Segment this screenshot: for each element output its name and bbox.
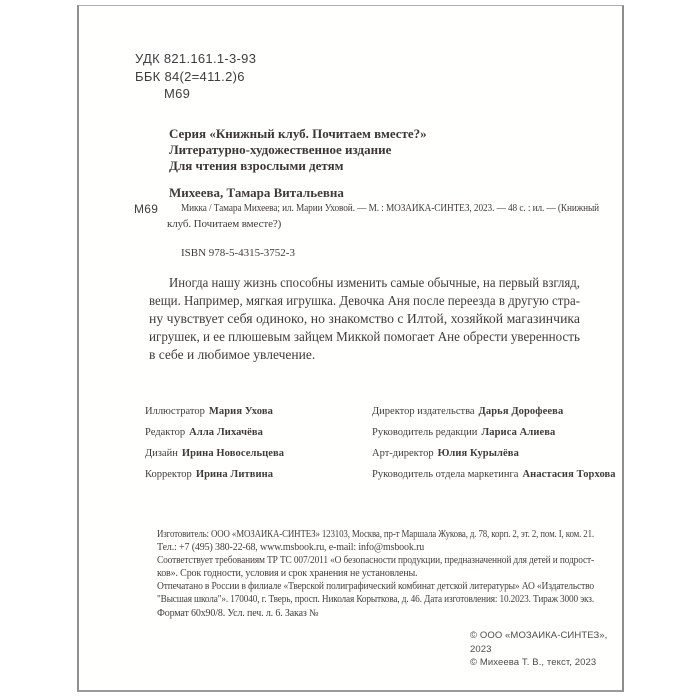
credit-label: Редактор bbox=[145, 427, 186, 438]
series-title: Серия «Книжный клуб. Почитаем вместе?» bbox=[169, 126, 427, 141]
credit-label: Корректор bbox=[145, 469, 192, 480]
credit-name: Мария Ухова bbox=[208, 406, 273, 417]
credit-row bbox=[372, 426, 616, 447]
credit-label: Директор издательства bbox=[372, 406, 475, 417]
imprint-line: Соответствует требованиям ТР ТС 007/2011 «О безопасности продукции, предназначенной для детей и подрост- bbox=[157, 555, 594, 567]
credit-row bbox=[372, 468, 616, 489]
credit-label: Арт-директор bbox=[372, 448, 434, 459]
page-sheet bbox=[77, 5, 624, 692]
udk-code: УДК 821.161.1-3-93 bbox=[135, 51, 257, 66]
annotation bbox=[149, 274, 580, 364]
credit-name: Юлия Курылёва bbox=[437, 448, 519, 459]
credit-name: Ирина Литвина bbox=[195, 469, 274, 480]
annotation-line: ну чувствует себя одиноко, но знакомство с Илтой, хозяйкой магазинчика bbox=[149, 311, 580, 326]
annotation-line: игрушек, и ее плюшевым зайцем Миккой помогает Ане обрести уверенность bbox=[149, 329, 580, 344]
credits-left-column bbox=[145, 405, 284, 489]
annotation-line: в себе и любимое увлечение. bbox=[149, 347, 316, 362]
credit-row bbox=[145, 468, 284, 489]
credit-label: Дизайн bbox=[145, 448, 178, 459]
credit-row bbox=[372, 447, 616, 468]
series-block bbox=[169, 126, 427, 175]
isbn: ISBN 978-5-4315-3752-3 bbox=[181, 247, 295, 259]
credit-row bbox=[372, 405, 616, 426]
classification-block bbox=[135, 50, 256, 103]
credit-name: Дарья Дорофеева bbox=[478, 406, 564, 417]
credit-name: Анастасия Торхова bbox=[522, 469, 616, 480]
catalog-entry bbox=[167, 201, 599, 232]
credit-row bbox=[145, 447, 284, 468]
credit-name: Лариса Алиева bbox=[481, 427, 556, 438]
author-heading: Михеева, Тамара Витальевна bbox=[169, 185, 344, 200]
imprint-block bbox=[157, 528, 594, 620]
credit-name: Ирина Новосельцева bbox=[181, 448, 285, 459]
copyright-line: © Михеева Т. В., текст, 2023 bbox=[470, 657, 597, 668]
credits-right-column bbox=[372, 405, 616, 489]
copyright-block bbox=[470, 629, 622, 670]
imprint-line: Формат 60х90/8. Усл. печ. л. 6. Заказ № bbox=[157, 607, 319, 619]
audience-note: Для чтения взрослыми детям bbox=[169, 158, 344, 174]
bbk-code: ББК 84(2=411.2)6 bbox=[135, 68, 245, 84]
imprint-line: ков». Срок годности, условия и срок хранения не установлены. bbox=[157, 568, 418, 580]
catalog-line: клуб. Почитаем вместе?) bbox=[167, 217, 282, 230]
imprint-line: Изготовитель: ООО «МОЗАИКА-СИНТЕЗ» 123103, Москва, пр-т Маршала Жукова, д. 78, корп. 2, эт. 2, пом. I, ком. 21. bbox=[157, 529, 594, 540]
credit-label: Руководитель отдела маркетинга bbox=[372, 469, 519, 480]
catalog-line: Микка / Тамара Михеева; ил. Марии Уховой. — М. : МОЗАИКА-СИНТЕЗ, 2023. — 48 с. : ил. — (Книжный bbox=[181, 202, 599, 214]
copyright-line: © ООО «МОЗАИКА-СИНТЕЗ», 2023 bbox=[470, 630, 608, 655]
catalog-code: М69 bbox=[134, 202, 159, 216]
credit-name: Алла Лихачёва bbox=[189, 427, 263, 438]
imprint-line: Тел.: +7 (495) 380-22-68, www.msbook.ru, e-mail: info@msbook.ru bbox=[157, 542, 425, 554]
author-sign: М69 bbox=[164, 86, 191, 101]
credit-row bbox=[145, 426, 284, 447]
credit-label: Руководитель редакции bbox=[372, 427, 478, 438]
annotation-line: Иногда нашу жизнь способны изменить самые обычные, на первый взгляд, bbox=[169, 275, 580, 290]
credit-label: Иллюстратор bbox=[145, 406, 205, 417]
imprint-line: Отпечатано в России в филиале «Тверской полиграфический комбинат детской литературы» АО «Издательство bbox=[157, 581, 594, 593]
edition-type: Литературно-художественное издание bbox=[169, 142, 392, 158]
imprint-line: "Высшая школа"». 170040, г. Тверь, просп. Николая Корыткова, д. 46. Дата изготовления: 10.2023. Тираж 3000 экз. bbox=[157, 594, 594, 606]
annotation-line: вещи. Например, мягкая игрушка. Девочка Аня после переезда в другую стра- bbox=[149, 293, 580, 308]
credit-row bbox=[145, 405, 284, 426]
